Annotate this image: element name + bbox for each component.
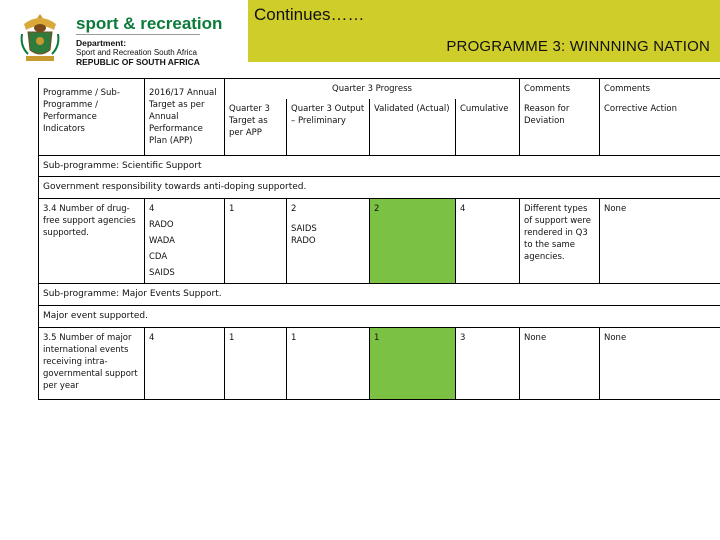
validated-cell: 2 [370, 198, 456, 283]
header-comments-1: Comments [520, 79, 600, 100]
q3-target-cell: 1 [225, 198, 287, 283]
header-validated: Validated (Actual) [370, 99, 456, 155]
government-row [39, 305, 720, 327]
header-annual-target: 2016/17 Annual Target as per Annual Performance Plan (APP) [145, 79, 225, 156]
header-corrective: Corrective Action [600, 99, 720, 155]
programme-table [38, 78, 720, 400]
annual-target-cell: 4 [145, 327, 225, 399]
annual-value: WADA [149, 235, 175, 246]
corrective-cell: None [600, 327, 720, 399]
header-row-1 [39, 79, 720, 100]
subprogramme-label: Sub-programme: Scientific Support [39, 155, 720, 176]
header-cumulative: Cumulative [456, 99, 520, 155]
q3-output-agencies: SAIDS RADO [291, 223, 317, 246]
header-quarter-progress: Quarter 3 Progress [225, 79, 520, 100]
government-row [39, 176, 720, 198]
coat-of-arms-icon [14, 10, 66, 66]
logo-divider [76, 34, 200, 35]
annual-value: CDA [149, 251, 168, 262]
q3-output-cell: 1 [287, 327, 370, 399]
country-name: REPUBLIC OF SOUTH AFRICA [76, 57, 200, 67]
annual-value: RADO [149, 219, 174, 230]
indicator-cell: 3.5 Number of major international events receiving intra-governmental support per year [39, 327, 145, 399]
subprogramme-row [39, 155, 720, 176]
header-reason: Reason for Deviation [520, 99, 600, 155]
cumulative-cell: 4 [456, 198, 520, 283]
brand-text: sport & recreation [76, 14, 223, 33]
table-row [39, 198, 720, 283]
q3-output-value: 2 [291, 203, 297, 214]
continues-label: Continues…… [254, 5, 365, 24]
subprogramme-row [39, 283, 720, 305]
annual-value: 4 [149, 203, 155, 214]
annual-target-cell [145, 198, 225, 283]
government-line: Government responsibility towards anti-doping supported. [39, 176, 720, 198]
reason-cell: None [520, 327, 600, 399]
reason-cell: Different types of support were rendered in Q3 to the same agencies. [520, 198, 600, 283]
department-name: Sport and Recreation South Africa [76, 48, 197, 57]
header-q3-target: Quarter 3 Target as per APP [225, 99, 287, 155]
table-row [39, 327, 720, 399]
corrective-cell: None [600, 198, 720, 283]
cumulative-cell: 3 [456, 327, 520, 399]
subprogramme-label: Sub-programme: Major Events Support. [39, 283, 720, 305]
department-label: Department: [76, 38, 127, 48]
validated-cell: 1 [370, 327, 456, 399]
header-comments-2: Comments [600, 79, 720, 100]
department-logo [6, 4, 246, 67]
header-q3-output: Quarter 3 Output – Preliminary [287, 99, 370, 155]
government-line: Major event supported. [39, 305, 720, 327]
q3-target-cell: 1 [225, 327, 287, 399]
indicator-cell: 3.4 Number of drug-free support agencies supported. [39, 198, 145, 283]
programme-title: PROGRAMME 3: WINNNING NATION [446, 38, 710, 55]
header-indicators: Programme / Sub-Programme / Performance Indicators [39, 79, 145, 156]
q3-output-cell [287, 198, 370, 283]
annual-value: SAIDS [149, 267, 175, 278]
